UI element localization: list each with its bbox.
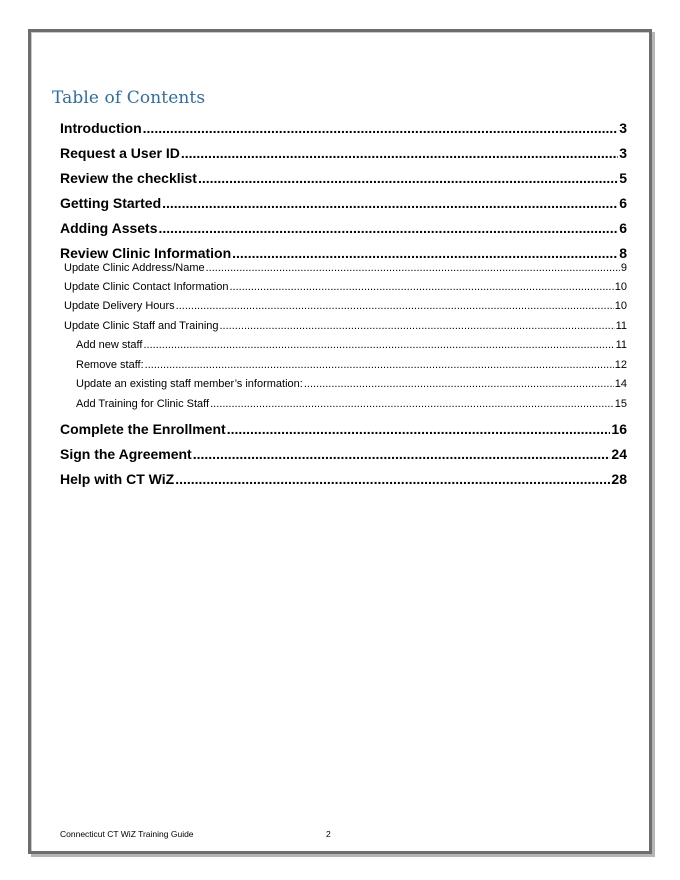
dot-leader xyxy=(145,359,614,371)
toc-entry-help-ct-wiz[interactable] xyxy=(60,471,627,487)
toc-entry-page: 12 xyxy=(614,359,627,371)
footer-page-number: 2 xyxy=(326,829,331,839)
toc-entry-page: 9 xyxy=(620,262,627,274)
toc-entry-label: Remove staff: xyxy=(76,359,144,371)
toc-entry-label: Complete the Enrollment xyxy=(60,421,226,437)
toc-entry-introduction[interactable] xyxy=(60,120,627,136)
toc-entry-getting-started[interactable] xyxy=(60,195,627,211)
toc-entry-label: Review the checklist xyxy=(60,170,197,186)
toc-entry-page: 14 xyxy=(614,378,627,390)
toc-entry-review-checklist[interactable] xyxy=(60,170,627,186)
toc-entry-remove-staff[interactable] xyxy=(76,359,627,371)
toc-entry-page: 3 xyxy=(619,145,627,161)
toc-entry-update-delivery-hours[interactable] xyxy=(64,300,627,312)
toc-entry-page: 6 xyxy=(619,195,627,211)
toc-entry-label: Help with CT WiZ xyxy=(60,471,175,487)
toc-entry-page: 28 xyxy=(611,471,627,487)
toc-entry-update-clinic-contact[interactable] xyxy=(64,281,627,293)
toc-entry-page: 10 xyxy=(614,300,627,312)
toc-entry-page: 10 xyxy=(614,281,627,293)
footer-guide-title: Connecticut CT WiZ Training Guide xyxy=(60,829,194,839)
toc-entry-update-clinic-staff[interactable] xyxy=(64,320,627,332)
toc-entry-page: 16 xyxy=(611,421,627,437)
dot-leader xyxy=(232,245,618,261)
dot-leader xyxy=(227,421,611,437)
toc-entry-page: 8 xyxy=(619,245,627,261)
toc-entry-label: Introduction xyxy=(60,120,142,136)
toc-entry-label: Update an existing staff member’s information: xyxy=(76,378,303,390)
toc-entry-label: Update Clinic Address/Name xyxy=(64,262,205,274)
toc-entry-add-new-staff[interactable] xyxy=(76,339,627,351)
toc-entry-label: Adding Assets xyxy=(60,220,158,236)
dot-leader xyxy=(206,262,620,274)
dot-leader xyxy=(193,446,611,462)
dot-leader xyxy=(220,320,615,332)
toc-entry-label: Add Training for Clinic Staff xyxy=(76,398,210,410)
dot-leader xyxy=(162,195,618,211)
dot-leader xyxy=(198,170,618,186)
toc-entry-update-existing-staff[interactable] xyxy=(76,378,627,390)
dot-leader xyxy=(175,471,610,487)
toc-entry-add-training[interactable] xyxy=(76,398,627,410)
toc-entry-page: 11 xyxy=(615,320,627,332)
toc-entry-label: Update Delivery Hours xyxy=(64,300,175,312)
toc-entry-request-user-id[interactable] xyxy=(60,145,627,161)
dot-leader xyxy=(159,220,619,236)
toc-entry-page: 6 xyxy=(619,220,627,236)
dot-leader xyxy=(210,398,614,410)
toc-entry-label: Sign the Agreement xyxy=(60,446,192,462)
dot-leader xyxy=(304,378,614,390)
toc-entry-label: Update Clinic Staff and Training xyxy=(64,320,219,332)
toc-entry-label: Add new staff xyxy=(76,339,143,351)
dot-leader xyxy=(181,145,618,161)
toc-entry-page: 3 xyxy=(619,120,627,136)
dot-leader xyxy=(143,339,614,351)
toc-entry-page: 24 xyxy=(611,446,627,462)
toc-entry-update-clinic-address[interactable] xyxy=(64,262,627,274)
toc-entry-label: Review Clinic Information xyxy=(60,245,232,261)
toc-entry-page: 11 xyxy=(615,339,627,351)
toc-entry-page: 15 xyxy=(614,398,627,410)
toc-entry-label: Getting Started xyxy=(60,195,162,211)
toc-entry-complete-enrollment[interactable] xyxy=(60,421,627,437)
toc-entry-adding-assets[interactable] xyxy=(60,220,627,236)
toc-entry-review-clinic-information[interactable] xyxy=(60,245,627,261)
toc-entry-page: 5 xyxy=(619,170,627,186)
toc-entry-label: Update Clinic Contact Information xyxy=(64,281,229,293)
toc-heading: Table of Contents xyxy=(52,88,206,108)
toc-entry-sign-agreement[interactable] xyxy=(60,446,627,462)
dot-leader xyxy=(229,281,613,293)
dot-leader xyxy=(176,300,614,312)
dot-leader xyxy=(143,120,619,136)
toc-entry-label: Request a User ID xyxy=(60,145,180,161)
